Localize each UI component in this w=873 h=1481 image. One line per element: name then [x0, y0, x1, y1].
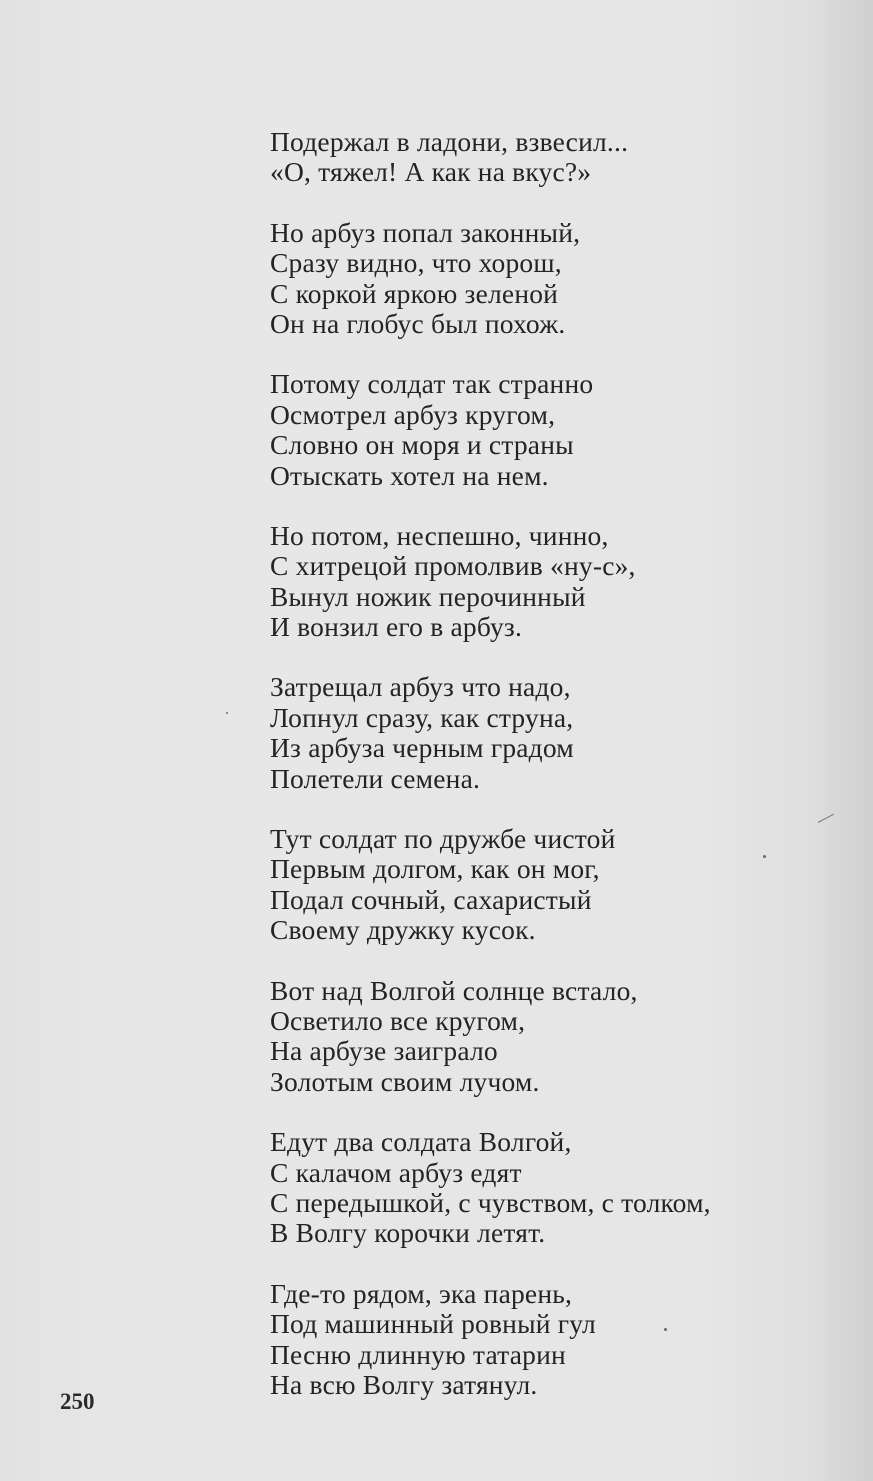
poem-line: Лопнул сразу, как струна,: [270, 701, 574, 733]
poem-line: Вынул ножик перочинный: [270, 580, 586, 612]
poem-line: «О, тяжел! А как на вкус?»: [270, 156, 592, 188]
poem-line: Золотым своим лучом.: [270, 1065, 540, 1097]
stanza: [270, 127, 830, 188]
stanza: [270, 521, 830, 643]
poem-line: Тут солдат по дружбе чистой: [270, 823, 616, 855]
stanza: [270, 824, 830, 946]
poem-line: И вонзил его в арбуз.: [270, 611, 523, 643]
poem-line: Осмотрел арбуз кругом,: [270, 398, 556, 430]
poem-line: Подержал в ладони, взвесил...: [270, 126, 629, 157]
poem: [270, 127, 830, 1430]
page-number: 250: [60, 1389, 95, 1414]
paper-speck: [664, 1328, 667, 1331]
poem-line: Потому солдат так странно: [270, 368, 594, 400]
poem-line: Едут два солдата Волгой,: [270, 1126, 572, 1158]
poem-line: Но арбуз попал законный,: [270, 216, 581, 248]
poem-line: Первым долгом, как он мог,: [270, 853, 600, 885]
poem-line: Где-то рядом, эка парень,: [270, 1277, 573, 1309]
stanza: [270, 1279, 830, 1401]
poem-line: Подал сочный, сахаристый: [270, 883, 592, 915]
paper-speck: [226, 712, 228, 714]
poem-line: Под машинный ровный гул: [270, 1308, 596, 1340]
poem-line: Своему дружку кусок.: [270, 914, 536, 946]
poem-line: На арбузе заиграло: [270, 1035, 498, 1067]
poem-line: Но потом, неспешно, чинно,: [270, 519, 609, 551]
stanza: [270, 218, 830, 340]
poem-line: С хитрецой промолвив «ну-с»,: [270, 550, 636, 582]
stanza: [270, 976, 830, 1098]
stanza: [270, 369, 830, 491]
stanza: [270, 1127, 830, 1249]
stanza: [270, 672, 830, 794]
poem-line: Он на глобус был похож.: [270, 307, 566, 339]
poem-line: Отыскать хотел на нем.: [270, 459, 549, 491]
poem-line: В Волгу корочки летят.: [270, 1217, 546, 1249]
poem-line: Песню длинную татарин: [270, 1338, 566, 1370]
poem-line: На всю Волгу затянул.: [270, 1368, 538, 1400]
poem-line: Словно он моря и страны: [270, 429, 574, 461]
poem-line: С передышкой, с чувством, с толком,: [270, 1186, 711, 1218]
poem-line: Полетели семена.: [270, 762, 481, 794]
paper-speck: [763, 855, 766, 858]
poem-line: Осветило все кругом,: [270, 1004, 526, 1036]
poem-line: Затрещал арбуз что надо,: [270, 671, 571, 703]
poem-line: Сразу видно, что хорош,: [270, 247, 562, 279]
poem-line: С коркой яркою зеленой: [270, 277, 559, 309]
poem-line: Из арбуза черным градом: [270, 732, 574, 764]
poem-line: С калачом арбуз едят: [270, 1156, 522, 1188]
poem-line: Вот над Волгой солнце встало,: [270, 974, 638, 1006]
